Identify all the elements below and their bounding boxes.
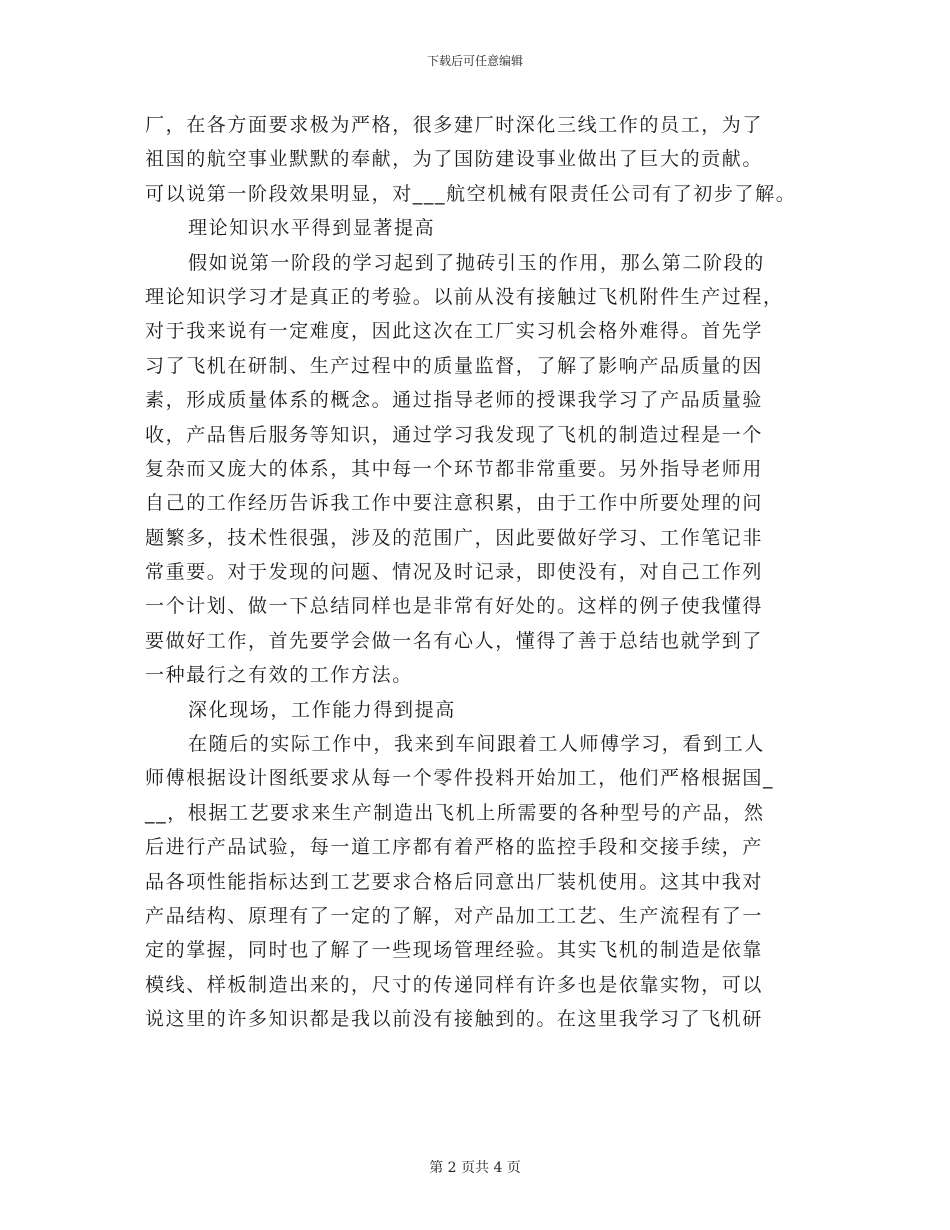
text-line: 素，形成质量体系的概念。通过指导老师的授课我学习了产品质量验 xyxy=(145,389,764,412)
text-line: 一个计划、做一下总结同样也是非常有好处的。这样的例子使我懂得 xyxy=(145,595,764,618)
text-line: 深化现场，工作能力得到提高 xyxy=(188,698,456,721)
text-line: __，根据工艺要求来生产制造出飞机上所需要的各种型号的产品，然 xyxy=(145,801,765,824)
text-line: 理论知识学习才是真正的考验。以前从没有接触过飞机附件生产过程， xyxy=(145,285,784,308)
text-line: 品各项性能指标达到工艺要求合格后同意出厂装机使用。这其中我对 xyxy=(145,870,764,893)
page-header: 下载后可任意编辑 xyxy=(426,54,523,68)
text-line: 收，产品售后服务等知识，通过学习我发现了飞机的制造过程是一个 xyxy=(145,423,764,446)
text-line: 后进行产品试验，每一道工序都有着严格的监控手段和交接手续，产 xyxy=(145,836,764,859)
text-line: 在随后的实际工作中，我来到车间跟着工人师傅学习，看到工人 xyxy=(188,733,765,756)
text-line: 题繁多，技术性很强，涉及的范围广，因此要做好学习、工作笔记非 xyxy=(145,526,764,549)
text-line: 要做好工作，首先要学会做一名有心人，懂得了善于总结也就学到了 xyxy=(145,629,764,652)
text-line: 产品结构、原理有了一定的了解，对产品加工工艺、生产流程有了一 xyxy=(145,904,764,927)
text-line: 厂，在各方面要求极为严格，很多建厂时深化三线工作的员工，为了 xyxy=(145,114,764,136)
text-line: 习了飞机在研制、生产过程中的质量监督，了解了影响产品质量的因 xyxy=(145,354,764,377)
text-line: 常重要。对于发现的问题、情况及时记录，即使没有，对自己工作列 xyxy=(145,561,764,584)
text-line: 复杂而又庞大的体系，其中每一个环节都非常重要。另外指导老师用 xyxy=(145,457,764,480)
text-line: 说这里的许多知识都是我以前没有接触到的。在这里我学习了飞机研 xyxy=(145,1008,764,1031)
text-line: 定的掌握，同时也了解了一些现场管理经验。其实飞机的制造是依靠 xyxy=(145,939,764,962)
text-line: 理论知识水平得到显著提高 xyxy=(188,217,436,240)
text-line: 对于我来说有一定难度，因此这次在工厂实习机会格外难得。首先学 xyxy=(145,320,764,343)
text-line: 师傅根据设计图纸要求从每一个零件投料开始加工，他们严格根据国_ xyxy=(145,767,775,790)
page-number: 第 2 页共 4 页 xyxy=(429,1160,521,1176)
text-line: 假如说第一阶段的学习起到了抛砖引玉的作用，那么第二阶段的 xyxy=(188,251,765,274)
document-body xyxy=(145,108,825,1037)
text-line: 可以说第一阶段效果明显，对___航空机械有限责任公司有了初步了解。 xyxy=(145,182,797,205)
text-line: 一种最行之有效的工作方法。 xyxy=(145,664,413,687)
text-line: 模线、样板制造出来的，尺寸的传递同样有许多也是依靠实物，可以 xyxy=(145,973,764,996)
text-line: 祖国的航空事业默默的奉献，为了国防建设事业做出了巨大的贡献。 xyxy=(145,148,764,171)
text-line: 自己的工作经历告诉我工作中要注意积累，由于工作中所要处理的问 xyxy=(145,492,764,515)
